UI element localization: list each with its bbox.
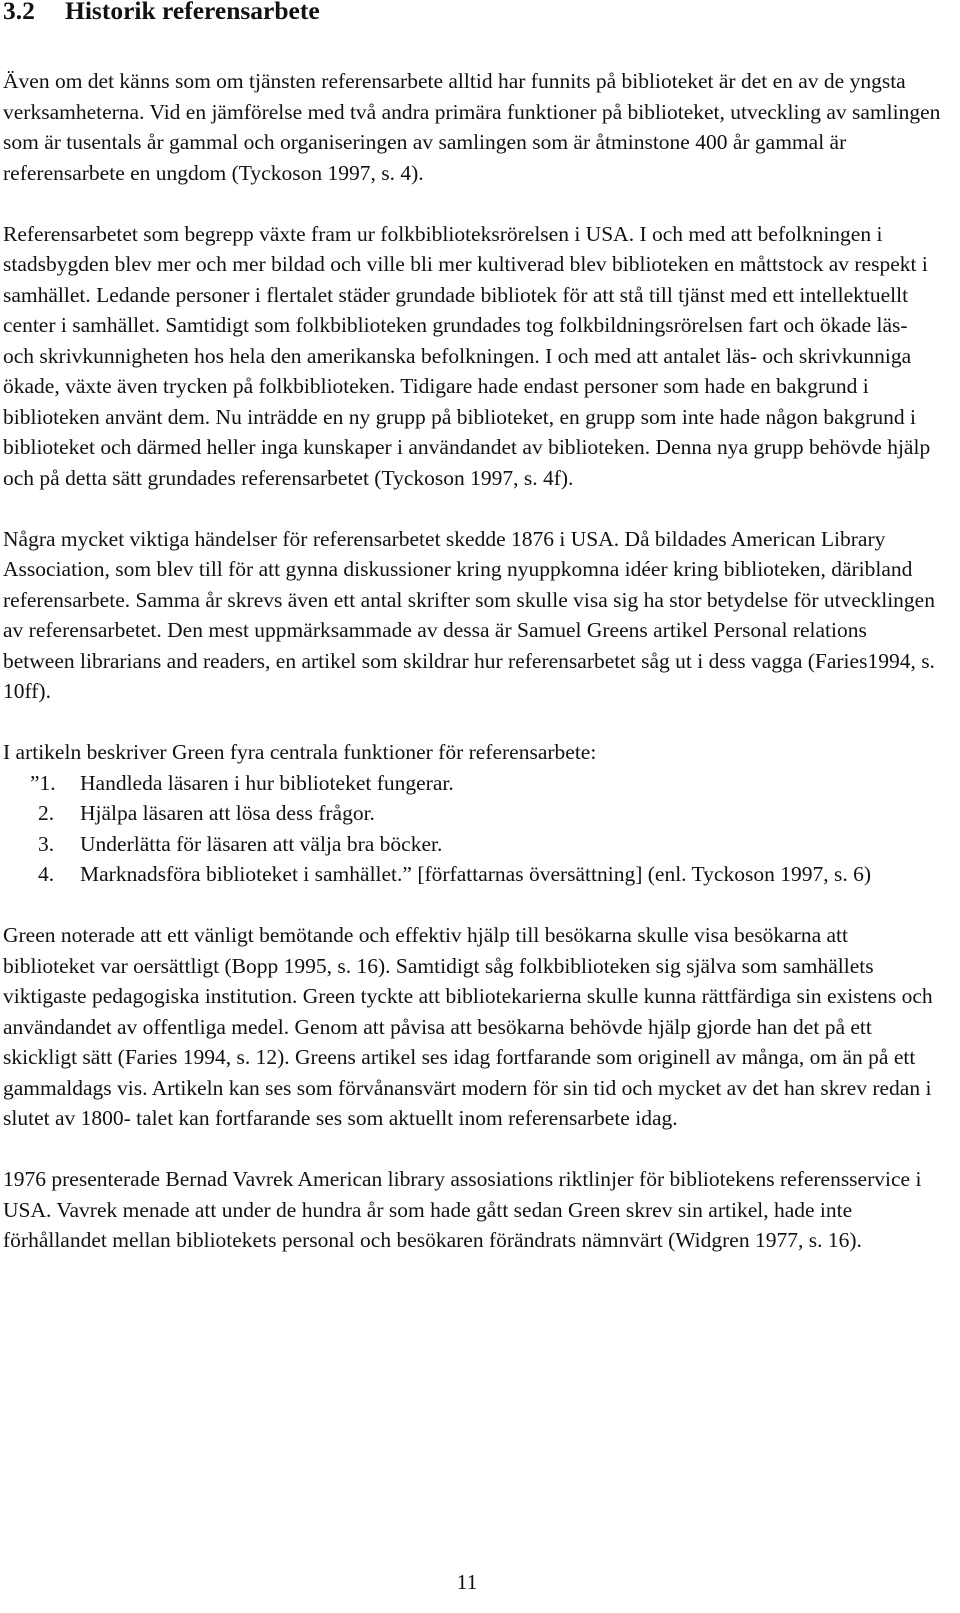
paragraph-origins: Referensarbetet som begrepp växte fram ur folkbiblioteksrörelsen i USA. I och med att befolkningen i stadsbygden blev mer och mer bildad och ville bli mer kultiverad blev biblioteken en måttstock av respekt i samhället. Ledande personer i flertalet städer grundade bibliotek för att stå till tjänst med ett intellektuellt center i samhället. Samtidigt som folkbiblioteken grundades tog folkbildningsrörelsen fart och ökade läs- och skrivkunnigheten hos hela den amerikanska befolkningen. I och med att antalet läs- och skrivkunniga ökade, växte även trycken på folkbiblioteken. Tidigare hade endast personer som hade en bakgrund i biblioteken använt dem. Nu inträdde en ny grupp på biblioteket, en grupp som inte hade någon bakgrund i biblioteket och därmed heller inga kunskaper i användandet av biblioteken. Denna nya grupp behövde hjälp och på detta sätt grundades referensarbetet (Tyckoson 1997, s. 4f).: [3, 221, 931, 490]
list-item-text: Underlätta för läsaren att välja bra böcker.: [80, 831, 443, 856]
list-item: [3, 768, 943, 799]
paragraph-intro: Även om det känns som om tjänsten referensarbete alltid har funnits på biblioteket är det en av de yngsta verksamheterna. Vid en jämförelse med två andra primära funktioner på biblioteket, utveckling av samlingen som är tusentals år gammal och organiseringen av samlingen som är åtminstone 400 år gammal är referensarbete en ungdom (Tyckoson 1997, s. 4).: [3, 69, 941, 185]
section-number: 3.2: [3, 0, 35, 25]
list-item-marker: ”1.: [30, 770, 56, 795]
paragraph-vavrek: 1976 presenterade Bernad Vavrek American library assosiations riktlinjer för bibliotekens referensservice i USA. Vavrek menade att under de hundra år som hade gått sedan Green skrev sin artikel, hade inte förhållandet mellan bibliotekets personal och besökaren förändrats nämnvärt (Widgren 1977, s. 16).: [3, 1167, 922, 1252]
list-item: [3, 798, 943, 829]
list-item: [3, 859, 943, 890]
list-item-text: Hjälpa läsaren att lösa dess frågor.: [80, 801, 375, 825]
list-item-marker: 3.: [38, 831, 55, 856]
section-title: Historik referensarbete: [65, 0, 320, 25]
list-item-marker: 4.: [38, 862, 55, 886]
list-item-text: Marknadsföra biblioteket i samhället.” [författarnas översättning] (enl. Tyckoson 1997, s. 6): [80, 862, 871, 886]
list-item-text: Handleda läsaren i hur biblioteket fungerar.: [80, 770, 454, 795]
list-item-marker: 2.: [38, 801, 55, 825]
section-heading: [3, 0, 320, 28]
page-number: 11: [456, 1570, 478, 1594]
list-item: [3, 829, 943, 860]
paragraph-events-1876: Några mycket viktiga händelser för referensarbetet skedde 1876 i USA. Då bildades American Library Association, som blev till för att gynna diskussioner kring nyuppkomna idéer kring biblioteken, däribland referensarbete. Samma år skrevs även ett antal skrifter som skulle visa sig ha stor betydelse för utvecklingen av referensarbetet. Den mest uppmärksammade av dessa är Samuel Greens artikel Personal relations between librarians and readers, en artikel som skildrar hur referensarbetet såg ut i dess vagga (Faries1994, s. 10ff).: [3, 526, 935, 703]
paragraph-green: Green noterade att ett vänligt bemötande och effektiv hjälp till besökarna skulle visa besökarna att biblioteket var oersättligt (Bopp 1995, s. 16). Samtidigt såg folkbiblioteken sig själva som samhällets viktigaste pedagogiska institution. Green tyckte att bibliotekarierna skulle kunna rättfärdiga sin existens och användandet av offentliga medel. Genom att påvisa att besökarna behövde hjälp gjorde han det på ett skickligt sätt (Faries 1994, s. 12). Greens artikel ses idag fortfarande som originell av många, om än på ett gammaldags vis. Artikeln kan ses som förvånansvärt modern för sin tid och mycket av det han skrev redan i slutet av 1800- talet kan fortfarande ses som aktuellt inom referensarbete idag.: [3, 923, 933, 1130]
body-text: [3, 66, 943, 1256]
functions-list: [3, 768, 943, 890]
paragraph-list-intro: I artikeln beskriver Green fyra centrala funktioner för referensarbete:: [3, 740, 597, 764]
